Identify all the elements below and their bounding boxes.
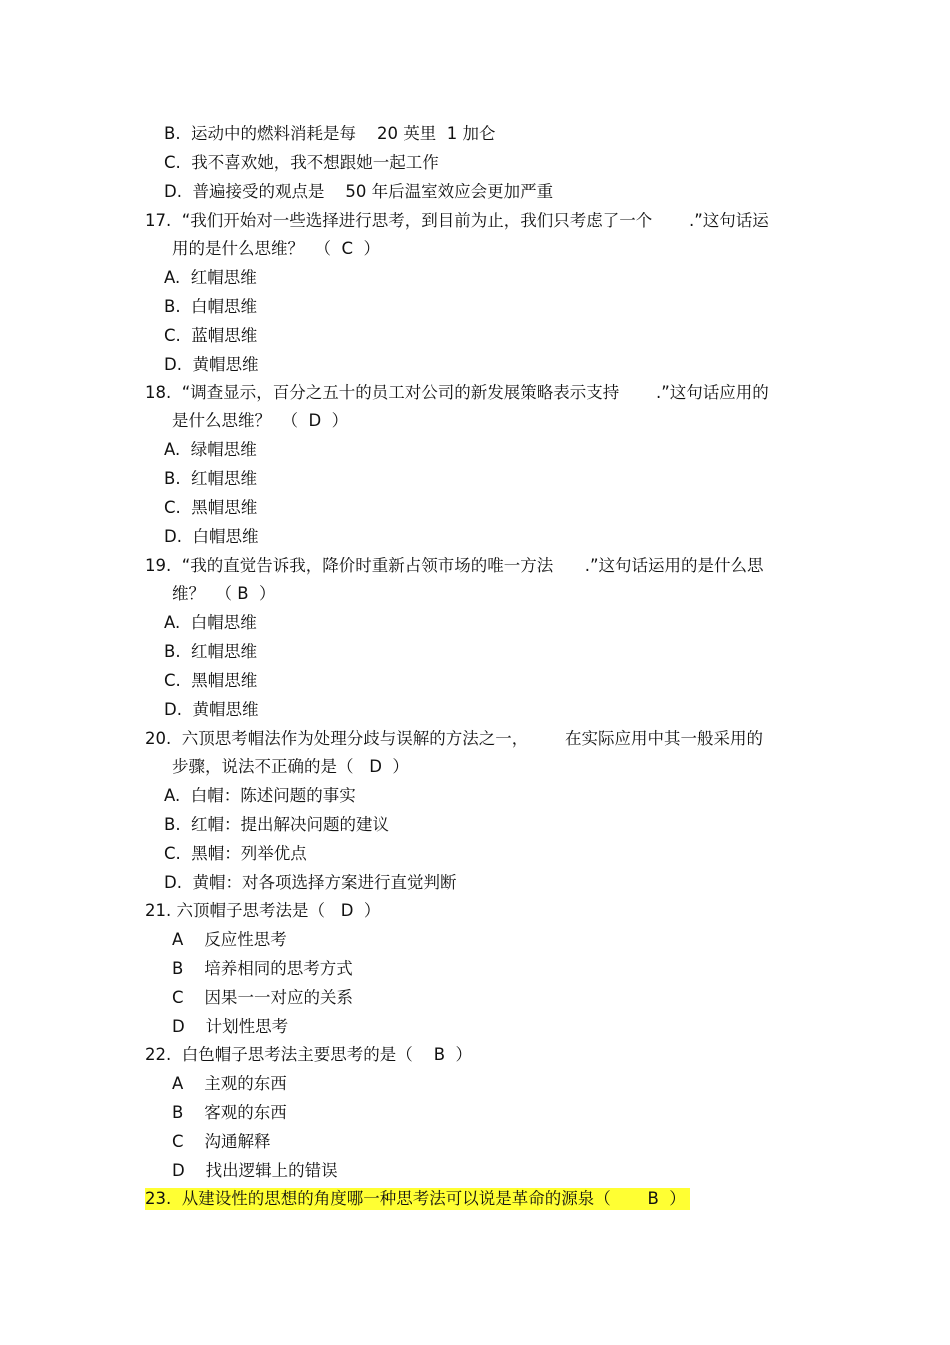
q19-stem-continued: 维？ （ B ） [172,584,276,603]
q18-option-d: D. 白帽思维 [164,527,259,546]
q16-option-c: C. 我不喜欢她，我不想跟她一起工作 [164,153,439,172]
q18-stem-continued: 是什么思维？ （ D ） [172,411,349,430]
q23-stem-highlighted: 23. 从建设性的思想的角度哪一种思考法可以说是革命的源泉（ B ） [145,1188,690,1210]
q17-stem-continued: 用的是什么思维？ （ C ） [172,239,380,258]
q21-option-b: B 培养相同的思考方式 [172,959,353,978]
q19-option-b: B. 红帽思维 [164,642,258,661]
q16-option-b: B. 运动中的燃料消耗是每 20 英里 1 加仑 [164,124,496,143]
q19-stem: 19. “我的直觉告诉我，降价时重新占领市场的唯一方法 .”这句话运用的是什么思 [145,556,764,575]
q18-option-a: A. 绿帽思维 [164,440,257,459]
q19-option-c: C. 黑帽思维 [164,671,258,690]
q17-option-a: A. 红帽思维 [164,268,257,287]
q19-option-d: D. 黄帽思维 [164,700,259,719]
q18-stem: 18. “调查显示，百分之五十的员工对公司的新发展策略表示支持 .”这句话应用的 [145,383,769,402]
q22-option-c: C 沟通解释 [172,1132,271,1151]
q17-option-b: B. 白帽思维 [164,297,258,316]
q21-option-d: D 计划性思考 [172,1017,289,1036]
q17-option-d: D. 黄帽思维 [164,355,259,374]
q20-stem-continued: 步骤，说法不正确的是（ D ） [172,757,409,776]
q20-option-a: A. 白帽：陈述问题的事实 [164,786,356,805]
q17-stem: 17. “我们开始对一些选择进行思考，到目前为止，我们只考虑了一个 .”这句话运 [145,211,769,230]
q20-stem: 20. 六顶思考帽法作为处理分歧与误解的方法之一， 在实际应用中其一般采用的 [145,729,763,748]
q20-option-c: C. 黑帽：列举优点 [164,844,307,863]
q22-option-b: B 客观的东西 [172,1103,287,1122]
q22-option-d: D 找出逻辑上的错误 [172,1161,338,1180]
q16-option-d: D. 普遍接受的观点是 50 年后温室效应会更加严重 [164,182,554,201]
q21-stem: 21. 六顶帽子思考法是（ D ） [145,901,381,920]
q20-option-d: D. 黄帽：对各项选择方案进行直觉判断 [164,873,457,892]
q20-option-b: B. 红帽：提出解决问题的建议 [164,815,390,834]
q18-option-c: C. 黑帽思维 [164,498,258,517]
q22-stem: 22. 白色帽子思考法主要思考的是（ B ） [145,1045,473,1064]
q18-option-b: B. 红帽思维 [164,469,258,488]
q21-option-c: C 因果一一对应的关系 [172,988,354,1007]
q21-option-a: A 反应性思考 [172,930,287,949]
q17-option-c: C. 蓝帽思维 [164,326,258,345]
q22-option-a: A 主观的东西 [172,1074,287,1093]
q19-option-a: A. 白帽思维 [164,613,257,632]
